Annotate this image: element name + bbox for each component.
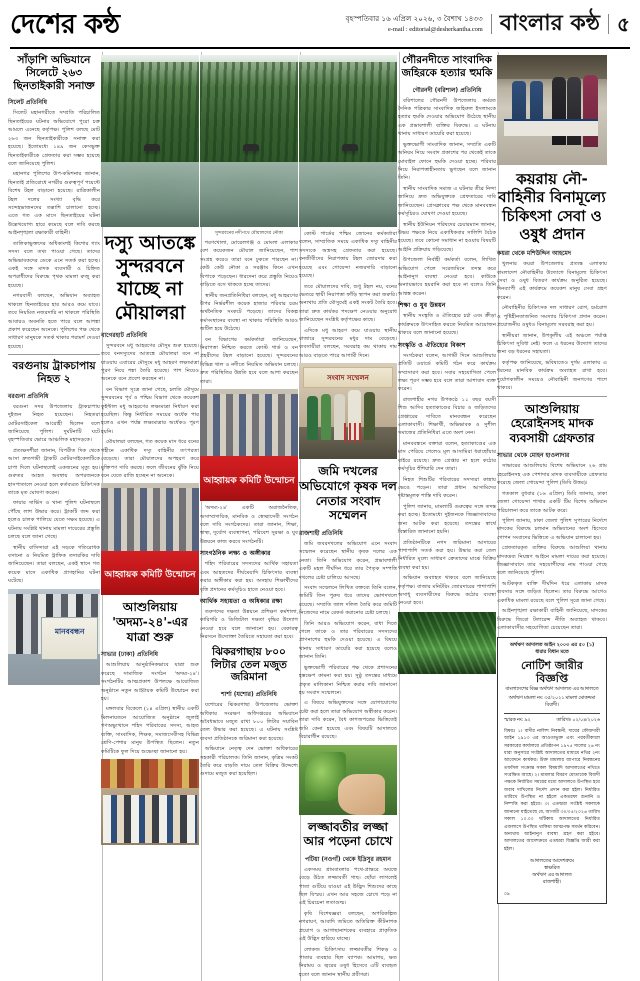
headline-barguna-truck: বরগুনায় ট্রাকচাপায় নিহত ২ — [12, 360, 96, 385]
column-3 — [200, 52, 298, 981]
article-body-heroin — [497, 462, 607, 632]
masthead-dateblock — [346, 14, 492, 34]
article-body-sundarban-c2 — [200, 239, 298, 386]
photo-person — [307, 396, 318, 440]
notice-date: তারিখঃ ০২/০৪/২০২৬ — [556, 718, 600, 724]
photo-red-banner-text: আহ্বায়ক কমিটি উন্মোচন — [104, 570, 196, 580]
notice-sig-line-4: রাজশাহী। — [542, 880, 562, 886]
notice-title: নোটিশ জারীর বিজ্ঞপ্তি — [521, 658, 583, 685]
article-body-journalist — [398, 97, 496, 219]
notice-sig-line-2: স্বাক্ষরিত — [544, 866, 560, 872]
notice-sig-line-3: অর্থঋণ এর আদালত — [532, 873, 572, 879]
photo-rally — [101, 483, 199, 595]
headline-lajjaboti: লজ্জাবতীর লজ্জা আর পড়েনা চোখে — [303, 819, 393, 849]
paragraph: নৌবাহিনীর চিকিৎসক দল সাধারণ রোগ, চর্মরোগ ও পুষ্টিহীনতাজনিত সমস্যার চিকিৎসা প্রদান করেন। প্রয়োজনীয় ওষুধও বিনামূল্যে সরবরাহ করা হয়। — [497, 305, 607, 329]
masthead-date: বৃহস্পতিবার ১৬ এপ্রিল ২০২৬, ৩ বৈশাখ ১৪৩৩ — [345, 14, 483, 24]
paragraph: মঙ্গলবার বিকেলে (১৪ এপ্রিল) স্থানীয় একটি মিলনায়তনে আয়োজিত অনুষ্ঠানে জুলাই গণঅভ্যুত্থানে শহিদ পরিবারের সদস্য, আহত ব্যক্তি, সাংবাদিক, শিক্ষক, সমাজসেবীসহ বিভিন্ন শ্রেণি-পেশার মানুষ উপস্থিত ছিলেন। নতুন কমিটিকে ফুল দিয়ে শুভেচ্ছা জানানো হয়। — [101, 706, 199, 755]
masthead — [6, 0, 634, 46]
photo-stall — [101, 759, 199, 788]
byline-barguna: বরগুনা প্রতিনিধি — [8, 392, 49, 400]
paragraph: বন বিভাগের কর্মকর্তারা জানিয়েছেন, নিরাপত্তা নিশ্চিত করতে কোস্ট গার্ড ও বন প্রহরীদের টহল বাড়ানো হয়েছে। সুন্দরবনের বিভিন্ন খাল ও নদীতে নিয়মিত অভিযান চলছে। দ্রুত পরিস্থিতির উন্নতি হবে বলে আশা করছেন তারা। — [200, 336, 298, 385]
paragraph: বরিশালের গৌরনদী উপজেলায় কর্মরত দৈনিক পত্রিকার সাংবাদিক জহিরুল ইসলামকে হত্যার হুমকি দেওয়ার অভিযোগ উঠেছে স্থানীয় এক প্রভাবশালী ব্যক্তির বিরুদ্ধে। এ ঘটনায় থানায় সাধারণ ডায়েরি করা হয়েছে। — [398, 97, 496, 138]
photo-lajjaboti-plant — [299, 745, 397, 815]
content-grid — [6, 52, 634, 978]
paragraph: প্রতিষ্ঠানটিকে নগদ জরিমানা আদায়ের পাশাপাশি সতর্ক করা হয়। উদ্ধার করা তেল নির্ধারিত মূল্যে সাধারণ ক্রেতাদের মাঝে বিক্রির ব্যবস্থা করা হয়। — [398, 539, 496, 571]
subhead-culture: সংস্কৃতি ও ঐতিহ্যের বিকাশ — [398, 341, 466, 349]
byline-rajshahi: রাজশাহী প্রতিনিধি — [299, 529, 343, 537]
paragraph: কোস্ট গার্ডের পশ্চিম জোনের কর্মকর্তারা বলেন, সাম্প্রতিক সময়ে একাধিক দস্যু বাহিনীর সদস্যকে অস্ত্রসহ গ্রেফতার করা হয়েছে। বনজীবীদের নিরাপত্তায় টহল জোরদার করা হয়েছে এবং গোয়েন্দা নজরদারি বাড়ানো হয়েছে। — [299, 231, 397, 280]
paragraph: সাভারের আশুলিয়ায় বিশেষ অভিযানে ২৬ গ্রাম হেরোইনসহ এক পেশাদার মাদক ব্যবসায়ীকে গ্রেফতার করেছে জেলা গোয়েন্দা পুলিশ (ডিবি উত্তর)। — [497, 463, 607, 487]
notice-signature — [504, 858, 600, 887]
masthead-email: e-mail : editorial@desherkantha.com — [387, 25, 483, 33]
paragraph: লোকজ চিকিৎসায় লজ্জাবতীর শিকড় ও পাতার ব্যবহার ছিল ব্যাপক। আমাশয়, ক্ষত নিরাময় ও জ্বরের ওষুধ হিসেবে এটি ব্যবহৃত হতো বলে জানান স্থানীয় প্রবীণরা। — [299, 946, 397, 978]
subhead-finance: আর্থিক সহায়তা ও অধিকার রক্ষা — [200, 597, 283, 605]
notice-sig-line-1: আদালতের আদেশক্রমে — [530, 858, 574, 864]
photo-hand — [338, 774, 385, 815]
article-body-odommo-c1 — [101, 661, 199, 756]
masthead-right — [346, 13, 630, 35]
article-body-oil — [200, 701, 298, 779]
headline-odommo24: আশুলিয়ায় 'অদম্য-২৪'-এর যাত্রা শুরু — [112, 600, 188, 644]
photo-person — [321, 394, 332, 440]
headline-journalist-threat: গৌরনদীতে সাংবাদিক জহিরকে হত্যার হুমকি — [401, 54, 493, 79]
paragraph: তরুণদের দক্ষতা উন্নয়নে প্রশিক্ষণ কর্মশালা, কারিগরি ও ডিজিটাল দক্ষতা বৃদ্ধির উদ্যোগ নেওয়া হবে বলে জানানো হয়। বেকারত্ব নিরসনে উদ্যোক্তা তৈরিতে সহায়তা করা হবে। — [200, 609, 298, 641]
photo-sundarban-mid — [200, 55, 298, 227]
paragraph: খুলনার কয়রা উপজেলার প্রত্যন্ত এলাকায় বাংলাদেশ নৌবাহিনীর উদ্যোগে বিনামূল্যে চিকিৎসা সেবা ও ওষুধ বিতরণ কার্যক্রম অনুষ্ঠিত হয়েছে। দিনব্যাপী এই কার্যক্রমে কয়েকশ মানুষ সেবা গ্রহণ করেন। — [497, 261, 607, 301]
byline-sharsha: শার্শা (যশোর) প্রতিনিধি — [221, 691, 277, 699]
photo-mangrove-trees — [101, 62, 199, 162]
paragraph: 'অদম্য-২৪' একটি অরাজনৈতিক, অসাম্প্রদায়িক, মানবিক ও স্বেচ্ছাসেবী সংগঠন বলে দাবি সংগঠকদের। তারা জানান, শিক্ষা, স্বাস্থ্য, দুর্যোগ ব্যবস্থাপনা, পরিবেশ সুরক্ষা ও যুব উন্নয়নে কাজ করবে সংগঠনটি। — [200, 505, 298, 545]
notice-footer-number: ০৯ — [504, 890, 510, 896]
paragraph: পুলিশ জানায়, ঢাকা জেলা পুলিশ সুপারের নির্দেশে মাদকের বিরুদ্ধে চলমান অভিযানের অংশ হিসেবে গোপন সংবাদের ভিত্তিতে এ অভিযান চালানো হয়। — [497, 517, 607, 541]
photo-sundarban — [101, 55, 199, 227]
paragraph: মহানগর পুলিশের উপ-কমিশনার জানান, ছিনতাই প্রতিরোধে নগরীর গুরুত্বপূর্ণ পয়েন্টে বিশেষ টহল বাড়ানো হয়েছে। রাত্রিকালীন টহল দলের সংখ্যা বৃদ্ধি করে সন্দেহভাজনদের তল্লাশি চালানো হচ্ছে। এতে গত এক মাসে ছিনতাইয়ের ঘটনা উল্লেখযোগ্য হারে কমেছে বলে দাবি করছে আইনশৃঙ্খলা রক্ষাকারী বাহিনী। — [8, 171, 100, 237]
masthead-divider — [10, 47, 630, 49]
paragraph: নগরবাসী বলছেন, অভিযান অব্যাহত থাকলে ছিনতাইয়ের হার আরও কমে যাবে। তবে নিয়মিত নজরদারি না থাকলে পরিস্থিতি আবারও অবনতি হতে পারে বলে আশঙ্কা প্রকাশ করেছেন অনেকে। পুলিশের পক্ষ থেকে সাধারণ মানুষকে সতর্ক থাকার পরামর্শ দেওয়া হয়েছে। — [8, 293, 100, 350]
subhead-goals: সাংগঠনিক লক্ষ্য ও অঙ্গীকার — [200, 550, 271, 558]
byline-sylhet: সিলেট প্রতিনিধি — [8, 99, 47, 107]
masthead-page-number: ৫ — [608, 14, 630, 34]
paragraph: সুন্দরবনে মধু আহরণের মৌসুম শুরু হয়েছে। তবে বনদস্যুদের আতঙ্কে মৌয়ালরা বনে না যাওয়ায় এবারের মৌসুমে মধু আহরণ লক্ষ্যমাত্রা পূরণ নিয়ে শঙ্কা তৈরি হয়েছে। পাশ নিয়েও অনেকে বনে প্রবেশ করছেন না। — [101, 342, 199, 383]
photo-microphones — [344, 423, 362, 442]
paragraph: মৌয়ালরা বলছেন, গত কয়েক মাস ধরে বনের গহীনে একাধিক দস্যু বাহিনীর তৎপরতা বেড়েছে। তারা মৌয়ালদের অপহরণ করে মুক্তিপণ দাবি করছে। ফলে জীবনের ঝুঁকি নিয়ে বনে যেতে রাজি হচ্ছেন না অনেকে। — [101, 439, 199, 480]
byline-gournadi: গৌরনদী (বরিশাল) প্রতিনিধি — [412, 86, 482, 94]
photo-crowd — [200, 394, 298, 459]
photo-rally-right — [200, 389, 298, 501]
paragraph: সিলেট মহানগরীতে সম্প্রতি পরিচালিত ছিনতাইয়ের ঘটনার অভিযোগে পুরো চক্র আমলে এনেছে কর্তৃপক্ষ। পুলিশ বলছে মোট ২৬৩ জন ছিনতাইকারীকে সনাক্ত করা হয়েছে। ইতোমধ্যে ১৪৯ জন কেসভুক্ত ছিনতাইকারীকে গ্রেফতার করা সম্ভব হয়েছে বলে জানিয়েছে পুলিশ। — [8, 110, 100, 167]
paragraph: স্থানীয়রা জানান, উপকূলীয় এই অঞ্চলে পর্যাপ্ত চিকিৎসা সুবিধা নেই। ফলে এ ধরনের উদ্যোগ তাদের জন্য বড় ধরনের সহায়তা। — [497, 332, 607, 356]
photo-mangrove-trees — [200, 62, 298, 162]
article-body-land-grab — [299, 540, 397, 742]
notice-court-line: বাংলাদেশের বিজ্ঞ অর্থঋণ আদালত এর আদালতে — [505, 687, 599, 693]
byline-potiya: পটিয়া (নওগাঁ) থেকে ইদ্রিসুর রহমান — [305, 855, 391, 863]
paragraph: কৃষি বিশেষজ্ঞরা বলছেন, অপরিকল্পিত নগরায়ণ, আবাদি জমিতে অতিরিক্ত কীটনাশক প্রয়োগ ও আগাছানাশকের ব্যবহারে প্রাকৃতিক এই উদ্ভিদ হারিয়ে যাচ্ছে। — [299, 910, 397, 943]
article-body-shop-extra — [398, 539, 496, 608]
notice-case-line: অর্থঋণ মামলা নং: ৩৫/২০২১ মামলা মোকদ্দমা বিবাদী। — [508, 696, 596, 709]
paragraph: শহিদ পরিবারের সদস্যদের আর্থিক সহায়তা এবং আহতদের দীর্ঘমেয়াদি চিকিৎসার ব্যবস্থা করার অঙ্গীকার করা হয়। অসহায় শিক্ষার্থীদের বৃত্তি প্রদানের কর্মসূচিও হাতে নেওয়া হবে। — [200, 561, 298, 593]
paragraph: বন বিভাগ সূত্রে জানা গেছে, চলতি মৌসুমে সুন্দরবনের পূর্ব ও পশ্চিম বিভাগ থেকে কয়েকশ কুইন্টাল মধু আহরণের লক্ষ্যমাত্রা নির্ধারণ করা হয়েছিল। কিন্তু নির্ধারিত সময়ের অর্ধেক পার হলেও এখন পর্যন্ত লক্ষ্যমাত্রার অর্ধেকও পূরণ হয়নি। — [101, 386, 199, 435]
photo-person — [364, 392, 376, 440]
article-body-human-chain — [398, 396, 496, 537]
photo-green-field — [398, 612, 496, 674]
caption-sundarban: সুন্দরবনের নদীপথে মৌয়ালদের নৌকা — [214, 231, 284, 236]
photo-banner-text: মানববন্ধন — [54, 627, 85, 637]
paragraph: নিহত শিশুটির পরিবারের সদস্যরা কান্নায় ভেঙে পড়েন। তারা প্রধান আসামিদের দৃষ্টান্তমূলক শাস্তি দাবি করেন। — [398, 476, 496, 500]
paragraph: এদিকে মধু আহরণ কমে যাওয়ায় স্থানীয় বাজারে সুন্দরবনের মধুর দাম বেড়েছে। ব্যবসায়ীরা বলছেন, সরবরাহ কম থাকায় দাম আরও বাড়তে পারে আগামী দিনে। — [299, 327, 397, 359]
photo-person — [583, 75, 598, 148]
column-2 — [101, 52, 199, 981]
byline-bagerhat: বাগেরহাট প্রতিনিধি — [101, 331, 148, 339]
paragraph: সংবাদ সম্মেলনে লিখিত বক্তব্যে তিনি বলেন, জমিটি তিন পুরুষ ধরে তাদের ভোগদখলে রয়েছে। সম্প্রতি জাল দলিল তৈরি করে জমিটি নিজেদের নামে রেকর্ড করানোর চেষ্টা চলছে। — [299, 584, 397, 617]
subhead-education: শিক্ষা ও যুব উন্নয়ন — [398, 302, 446, 310]
notice-footer — [504, 891, 600, 898]
photo-press-conference — [299, 363, 397, 459]
paragraph: তবে মৌয়ালদের দাবি, শুধু টহল নয়, বনের ভেতরে স্থায়ী নিরাপত্তা ফাঁড়ি স্থাপন করা জরুরি। অন্যথায় প্রতি মৌসুমেই একই সংকট তৈরি হবে। তারা দ্রুত কার্যকর পদক্ষেপ নেওয়ার অনুরোধ জানিয়েছেন সংশ্লিষ্ট কর্তৃপক্ষের কাছে। — [299, 283, 397, 324]
paragraph: মানববন্ধনে বক্তারা বলেন, হত্যাকাণ্ডের এক মাস পেরিয়ে গেলেও মূল আসামিরা ধরাছোঁয়ার বাইরে রয়েছে। দ্রুত গ্রেপ্তার না হলে কঠোর কর্মসূচির হুঁশিয়ারি দেন তারা। — [398, 440, 496, 473]
paragraph: স্থানীয় জনপ্রতিনিধিরা বলছেন, মধু আহরণের উপর নির্ভরশীল কয়েক হাজার পরিবার চরম অর্থনৈতিক সংকটে পড়েছে। তাদের বিকল্প কর্মসংস্থানের ব্যবস্থা না থাকায় পরিস্থিতি আরও জটিল হয়ে উঠেছে। — [200, 292, 298, 333]
paragraph: যশোরের ঝিকরগাছা উপজেলায় ভোক্তা অধিকার সংরক্ষণ অধিদপ্তরের অভিযানে অবৈধভাবে মজুত রাখা ৮০০ লিটার সয়াবিন তেল উদ্ধার করা হয়েছে। এ ঘটনায় সংশ্লিষ্ট ব্যবসা প্রতিষ্ঠানকে জরিমানা করা হয়েছে। — [200, 702, 298, 742]
headline-heroin-arrest: আশুলিয়ায় হেরোইনসহ মাদক ব্যবসায়ী গ্রেফতার — [509, 401, 595, 445]
notice-meta — [504, 717, 600, 725]
paragraph: আটককৃত ব্যক্তি দীর্ঘদিন ধরে এলাকায় মাদক ব্যবসার সঙ্গে জড়িত ছিলেন। তার বিরুদ্ধে আগেও একাধিক মামলা রয়েছে বলে পুলিশ সূত্রে জানা গেছে। — [497, 580, 607, 604]
byline-koyra: কয়রা থেকে মশিউদ্দিন আহমেদ — [497, 250, 572, 258]
photo-sundarban-right — [299, 55, 397, 227]
paragraph: গতকাল বুধবার (১৬ এপ্রিল) ডিবি জানায়, ঢাকা জেলা গোয়েন্দা শাখার একটি টিম বিশেষ অভিযান পরিচালনা করে তাকে আটক করে। — [497, 490, 607, 514]
paragraph: স্থানীয় সংস্কৃতি ও ঐতিহ্যের চর্চা এবং ক্রীড়া কার্যক্রমকে উৎসাহিত করতে নিয়মিত আয়োজন থাকবে বলে জানানো হয়েছে। — [398, 313, 496, 337]
masthead-section-title: বাংলার কন্ঠ — [499, 11, 601, 36]
photo-shop — [101, 759, 199, 845]
notice-act-line: অর্থঋণ আদালত আইন ২০০৩ এর ৫০ (১) ধারার বিধান মতে — [509, 643, 595, 656]
paragraph: একসময় গ্রামবাংলার পথে-প্রান্তরে অযত্নে বেড়ে উঠত লজ্জাবতী গাছ। ছোঁয়া লাগলেই পাতা গুটিয়ে যাওয়া এই উদ্ভিদ শিশুদের কাছে ছিল বিস্ময়। এখন আর সহজে চোখে পড়ে না এই চিরচেনা লতাগুল্ম। — [299, 866, 397, 907]
headline-sundarban: দস্যু আতঙ্কে সুন্দরবনে যাচ্ছে না মৌয়ালরা — [104, 232, 196, 324]
paragraph: জমি জবরদখলের অভিযোগ এনে সংবাদ সম্মেলন করেছেন স্থানীয় কৃষক দলের এক নেতা। তিনি অভিযোগ করেন, প্রভাবশালী একটি মহল দীর্ঘদিন ধরে তার পৈতৃক সম্পত্তি দখলের চেষ্টা চালিয়ে আসছে। — [299, 540, 397, 581]
byline-savar-heroin: সাভার থেকে মোহন হাওলাদার — [497, 452, 570, 460]
photo-crowd — [101, 488, 199, 553]
paragraph: এ বিষয়ে অভিযুক্তদের সঙ্গে যোগাযোগের চেষ্টা করা হলে তারা অভিযোগ অস্বীকার করেন। তারা দাবি করেন, বৈধ কাগজপত্রের ভিত্তিতেই জমি কেনা হয়েছে এবং বিষয়টি আদালতে বিচারাধীন রয়েছে। — [299, 700, 397, 741]
article-body-barguna — [8, 403, 100, 586]
paragraph: তালিকাভুক্তদের অধিকাংশই কিশোর গ্যাং সদস্য বলে তথ্য পাওয়া গেছে। তাদের অভিভাবকদের ডেকে এনে সতর্ক করা হচ্ছে। একই সঙ্গে মাদক ব্যবসায়ী ও চিহ্নিত অপরাধীদের বিরুদ্ধে পৃথক মামলা রুজু করা হয়েছে। — [8, 240, 100, 289]
photo-navy-medical-camp — [497, 55, 607, 165]
paragraph: পুলিশ জানায়, মামলাটি গুরুত্বের সঙ্গে তদন্ত করা হচ্ছে। ইতোমধ্যে দুইজনকে জিজ্ঞাসাবাদের জন্য আটক করা হয়েছে। তদন্তের স্বার্থে বিস্তারিত জানানো হয়নি। — [398, 503, 496, 536]
notice-divider — [504, 713, 600, 714]
paragraph: ভুক্তভোগী পরিবারের পক্ষ থেকে প্রশাসনের হস্তক্ষেপ কামনা করা হয়। সুষ্ঠু তদন্তের মাধ্যমে প্রকৃত মালিকানা নিশ্চিত করার দাবি জানানো হয় সংবাদ সম্মেলনে। — [299, 664, 397, 696]
photo-human-chain — [8, 589, 100, 685]
article-body-navy — [497, 260, 607, 392]
paragraph: আশুলিয়ায় আনুষ্ঠানিকভাবে যাত্রা শুরু করেছে সামাজিক সংগঠন 'অদম্য-২৪'। সংগঠনটির আত্মপ্রকাশ উপলক্ষে আয়োজিত অনুষ্ঠানে নতুন আহ্বায়ক কমিটি উন্মোচন করা হয়। — [101, 662, 199, 702]
column-1 — [8, 52, 100, 981]
article-body-presser-extra — [398, 221, 496, 299]
article-body-sundarban-c1 — [101, 342, 199, 481]
headline-land-grab: জমি দখলের অভিযোগে কৃষক দল নেতার সংবাদ সম্মেলন — [299, 464, 397, 523]
paragraph: স্থানীয় বাসিন্দারা এই সড়কে গতিরোধক বসানো ও নিয়মিত ট্রাফিক তদারকির দাবি জানিয়েছেন। তারা বলছেন, একই স্থানে গত কয়েক মাসে একাধিক প্রাণহানির ঘটনা ঘটেছে। — [8, 544, 100, 585]
column-5 — [398, 52, 496, 981]
column-6 — [497, 52, 607, 981]
divider — [497, 396, 607, 397]
masthead-logo: দেশের কন্ঠ — [10, 8, 120, 40]
paragraph: ভুক্তভোগী সাংবাদিক জানান, সম্প্রতি একটি অনিয়ম নিয়ে সংবাদ প্রকাশের পর থেকেই তাকে মোবাইল ফোনে হুমকি দেওয়া হচ্ছে। পরিবার নিয়ে নিরাপত্তাহীনতায় ভুগছেন বলে জানান তিনি। — [398, 141, 496, 182]
paragraph: ফায়ার সার্ভিস ও থানা পুলিশ ঘটনাস্থলে পৌঁছে লাশ উদ্ধার করে। ট্রাকটি জব্দ করা হলেও চালক পালিয়ে যেতে সক্ষম হয়েছে। এ ঘটনায় সংশ্লিষ্ট থানায় মামলা দায়েরের প্রস্তুতি চলছে বলে জানা গেছে। — [8, 500, 100, 541]
paragraph: বরগুনা সদর উপজেলায় ট্রাকচাপায় দুইজন নিহত হয়েছেন। নিহতরা মোটরসাইকেল আরোহী ছিলেন বলে জানিয়েছে পুলিশ। দুর্ঘটনাটি ঘটে বৃহস্পতিবার ভোরে আঞ্চলিক মহাসড়কে। — [8, 403, 100, 444]
paragraph: তিনি আরও অভিযোগ করেন, বাধা দিতে গেলে তাকে ও তার পরিবারের সদস্যদের প্রাণনাশের হুমকি দেওয়া হয়েছে। এ বিষয়ে থানায় সাধারণ ডায়েরি করা হয়েছে বলেও জানান তিনি। — [299, 620, 397, 661]
notice-memo-number: স্মারক নং: ৯২ — [504, 718, 531, 724]
article-body-lajjaboti — [299, 866, 397, 979]
paragraph: শরণখোলা, মোরেলগঞ্জ ও মোংলা এলাকার বেশ কয়েকজন মৌয়াল জানিয়েছেন, পাশ সংগ্রহ করেও তারা বনে ঢুকতে পারছেন না। কেউ কেউ নৌকা ও সরঞ্জাম কিনে এখন বিপাকে পড়েছেন। ধারদেনা করে প্রস্তুতি নিয়েও বাড়িতে বসে থাকতে হচ্ছে তাদের। — [200, 239, 298, 289]
divider — [8, 354, 100, 355]
paragraph: আইনশৃঙ্খলা রক্ষাকারী বাহিনী জানিয়েছে, মাদকের বিরুদ্ধে জিরো টলারেন্স নীতি অব্যাহত থাকবে। এলাকাবাসীর সহযোগিতা চেয়েছেন তারা। — [497, 608, 607, 631]
headline-oil-hoarding: ঝিকরগাছায় ৮০০ লিটার তেল মজুত জরিমানা — [211, 645, 287, 684]
paragraph: রাজশাহীর নগর উপকণ্ঠে ১১ বছর বয়সী শিশু আদিব হত্যাকাণ্ডের বিচার ও জড়িতদের গ্রেপ্তারের দাবিতে মানববন্ধন করেছেন এলাকাবাসী। শিক্ষার্থী, অভিভাবক ও সুশীল সমাজের প্রতিনিধিরা এতে অংশ নেন। — [398, 396, 496, 437]
article-body-sylhet — [8, 109, 100, 351]
legal-notice-box — [497, 637, 607, 903]
column-4 — [299, 52, 397, 981]
paragraph: স্থানীয় ইউনিয়ন পরিষদের চেয়ারম্যান জানান, উভয় পক্ষকে নিয়ে একাধিকবার সালিশি বৈঠক হয়েছে। তবে কোনো সমাধান না হওয়ায় বিষয়টি আইনি প্রক্রিয়ায় গড়িয়েছে। — [398, 221, 496, 253]
paragraph: স্থানীয় সাংবাদিক সমাজ এ ঘটনার তীব্র নিন্দা জানিয়ে দ্রুত অভিযুক্তকে গ্রেফতারের দাবি জানিয়েছেন। প্রেসক্লাবের পক্ষ থেকে মানববন্ধন কর্মসূচিরও ঘোষণা দেওয়া হয়েছে। — [398, 185, 496, 218]
article-body-odommo-c2 — [200, 504, 298, 642]
article-body-odommo-c3 — [398, 301, 496, 393]
photo-red-banner-text: আহ্বায়ক কমিটি উন্মোচন — [203, 475, 295, 486]
paragraph: প্রত্যক্ষদর্শীরা জানান, বিপরীত দিক থেকে আসা দ্রুতগামী ট্রাকটি মোটরসাইকেলটিকে চাপা দিলে ঘটনাস্থলেই একজনের মৃত্যু হয়। গুরুতর আহত অবস্থায় অপরজনকে হাসপাতালে নেওয়া হলে কর্তব্যরত চিকিৎসক তাকে মৃত ঘোষণা করেন। — [8, 447, 100, 497]
headline-silhet-snatchers: সাঁড়াশি অভিযানে সিলেটে ২৬৩ ছিনতাইকারী সনাক্ত — [13, 54, 95, 92]
photo-people — [103, 795, 197, 843]
paragraph: উপজেলা নির্বাহী কর্মকর্তা বলেন, লিখিত অভিযোগ পেলে সরেজমিনে তদন্ত করে আইনানুগ ব্যবস্থা নেওয়া হবে। কাউকে অন্যায়ভাবে হয়রানি করা হবে না বলেও তিনি আশ্বস্ত করেন। — [398, 257, 496, 297]
photo-stage-banner-text: সংবাদ সম্মেলন — [327, 373, 369, 382]
byline-savar: সাভার (ঢাকা) প্রতিনিধি — [101, 651, 159, 659]
photo-table — [504, 119, 599, 137]
article-body-sundarban-c3 — [299, 230, 397, 360]
paragraph: অভিযান অব্যাহত থাকবে বলে জানিয়েছে কর্তৃপক্ষ। বাজার মনিটরিং জোরদারের পাশাপাশি অসাধু ব্যবসায়ীদের বিরুদ্ধে কঠোর ব্যবস্থা নেওয়া হবে। — [398, 575, 496, 607]
headline-navy-medical: কয়রায় নৌ-বাহিনীর বিনামূল্যে চিকিৎসা সেবা ও ওষুধ প্রদান — [498, 170, 606, 243]
paragraph: গ্রেফতারকৃত ব্যক্তির বিরুদ্ধে আশুলিয়া থানায় মাদকদ্রব্য নিয়ন্ত্রণ আইনে মামলা দায়ের করা হয়েছে। জিজ্ঞাসাবাদে তার সহযোগীদের নাম পাওয়া গেছে বলে জানিয়েছে পুলিশ। — [497, 545, 607, 577]
paragraph: সংগঠকরা বলেন, আগামী দিনে আশুলিয়ার প্রতিটি ওয়ার্ডে কমিটি গঠন করে কার্যক্রম সম্প্রসারণ করা হবে। সবার সহযোগিতা পেলে লক্ষ্য পূরণ সম্ভব হবে বলে তারা আশাবাদ ব্যক্ত করেন। — [398, 352, 496, 393]
paragraph: কর্তৃপক্ষ জানিয়েছে, ভবিষ্যতেও দুর্গম এলাকায় এ ধরনের মানবিক কার্যক্রম অব্যাহত রাখা হবে। দুর্যোগকালীন সময়েও নৌবাহিনী জনগণের পাশে থাকবে। — [497, 359, 607, 392]
paragraph: অভিযানে নেতৃত্ব দেন ভোক্তা অধিকারের সহকারী পরিচালক। তিনি জানান, কৃত্রিম সংকট তৈরি করে বাড়তি দামে তেল বিক্রির উদ্দেশ্যে গুদামে মজুত করা হয়েছিল। — [200, 746, 298, 778]
photo-mangrove-trees — [299, 62, 397, 162]
notice-body: বিষয়ঃ ১। বাদীর নালিশ নিবন্ধনী, দায়ের ফৌজদারী আইন ১৯১৩ এর আওতাভুক্ত এবং পরবর্তীকালে সরকারের কার্যালয়ে প্রতিষ্ঠাপন ১৯৭৫ সালের ২৬ নং ধারা অনুসারে সংশ্লিষ্ট আদালতের মাধ্যমে নথির ২নং আবেদনে কার্যকর। উক্ত মামলার ব্যাপারে নিবন্ধনের তফসিল সংক্রান্ত সকল বিষয়াদি আদালতের নথিতে সংরক্ষিত আছে। ২। মামলার বিবরণ মোতাবেক বিবাদী পক্ষকে নির্ধারিত সময়ের মধ্যে আদালতে উপস্থিত হয়ে জবাব দাখিলের নির্দেশ প্রদান করা হইল। নির্ধারিত তারিখে উপস্থিত না হইলে একতরফা শুনানি ও নিষ্পত্তি করা হইবে। ৩। এতদ্বারা সংশ্লিষ্ট সকলকে জানানো যাইতেছে যে, আগামী ৩০/০৫/২০২৬ তারিখ সকাল ১০.০০ ঘটিকায় আদালতের নির্ধারিত এজলাসে উপস্থিত থাকিয়া আত্মপক্ষ সমর্থন করিবেন। অন্যথায় আইনানুগ ব্যবস্থা গ্রহণ করা হইবে। আদালতের আদেশক্রমে এতদ্বারা বিজ্ঞপ্তি জারী করা হইল। — [504, 728, 600, 851]
